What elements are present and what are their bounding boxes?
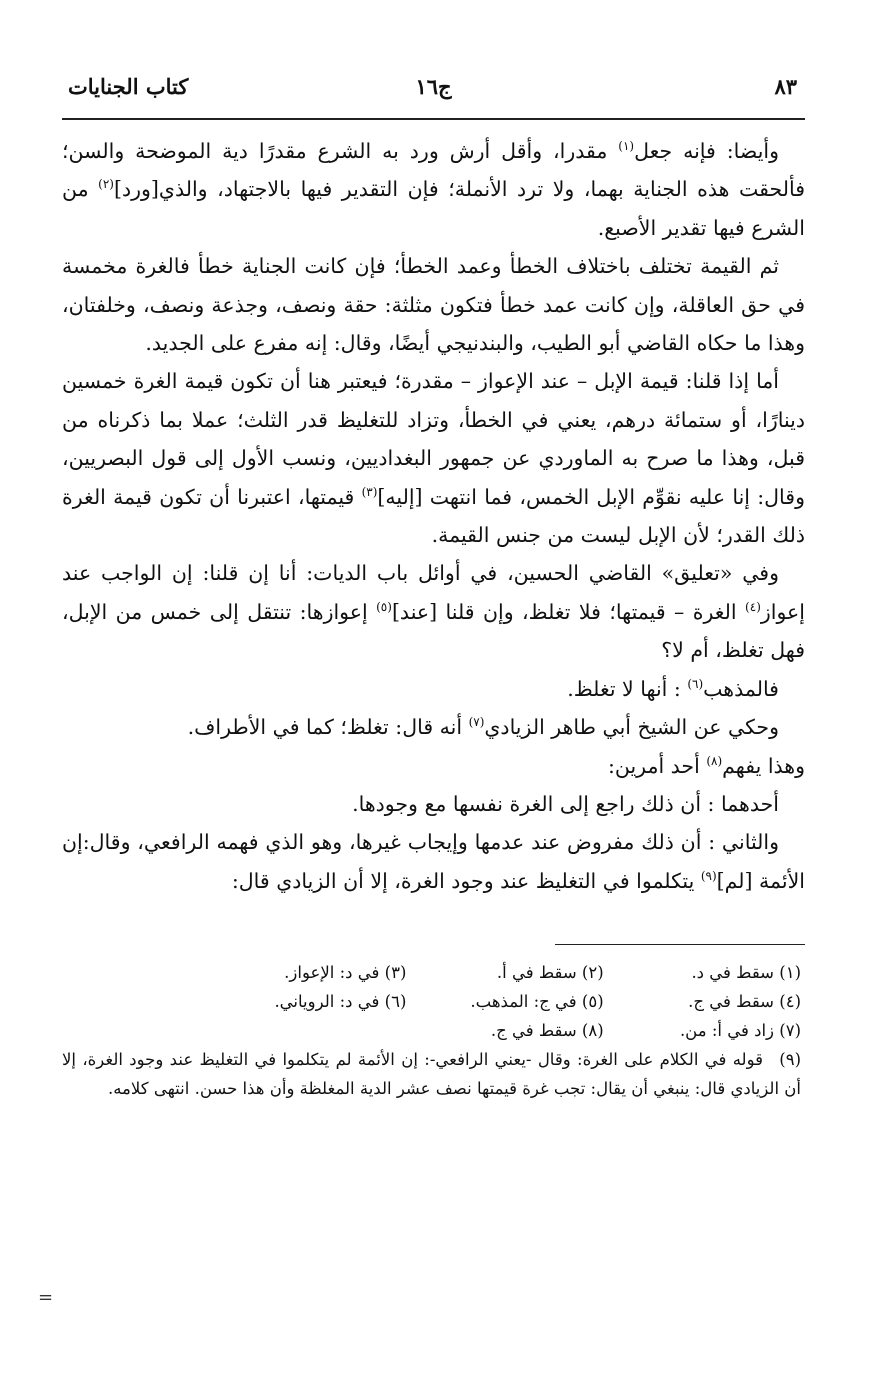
margin-mark: =	[38, 1287, 54, 1308]
footnote-row	[62, 958, 805, 987]
footnote-item: (٨) سقط في ج.	[490, 1021, 604, 1041]
running-header	[62, 70, 805, 104]
footnote-item: (٤) سقط في ج.	[688, 992, 801, 1012]
footnote-item: (٢) سقط في أ.	[496, 963, 604, 983]
header-rule	[62, 118, 805, 120]
paragraph-8: أحدهما : أن ذلك راجع إلى الغرة نفسها مع وجودها.	[352, 791, 779, 816]
footnote-item: (٣) في د: الإعواز.	[284, 963, 407, 983]
main-text	[62, 132, 805, 900]
paragraph-6: وحكي عن الشيخ أبي طاهر الزيادي$^{(٧)}$ أنه قال: تغلظ؛ كما في الأطراف.	[187, 715, 779, 740]
footnote-item	[212, 1016, 406, 1045]
footnote-separator	[62, 900, 805, 958]
paragraph-7: وهذا يفهم$^{(٨)}$ أحد أمرين:	[607, 753, 805, 778]
footnote-item: (٥) في ج: المذهب.	[470, 992, 604, 1012]
paragraph-1: وأيضا: فإنه جعل$^{(١)}$ مقدرا، وأقل أرش ورد به الشرع مقدرًا دية الموضحة والسن؛ فألحقت هذه الجناية بهما، ولا ترد الأنملة؛ فإن التقدير فيها بالاجتهاد، والذي[ورد]$^{(٢)}$ من الشرع فيها تقدير الأصبع.	[62, 139, 806, 240]
footnotes	[62, 958, 805, 1103]
volume-label: ج١٦	[415, 74, 452, 99]
footnote-row	[62, 987, 805, 1016]
footnote-item: (٧) زاد في أ: من.	[679, 1021, 801, 1041]
paragraph-3: أما إذا قلنا: قيمة الإبل – عند الإعواز – مقدرة؛ فيعتبر هنا أن تكون قيمة الغرة خمسين دينارًا، أو ستمائة درهم، يعني في الخطأ، وتزاد للتغليظ قدر الثلث؛ عملا بما ذكرناه من قبل، وهذا ما صرح به الماوردي عن جمهور البغداديين، ونسب الأول إلى قول البصريين، وقال: إنا عليه نقوِّم الإبل الخمس، فما انتهت [إليه]$^{(٣)}$ قيمتها، اعتبرنا أن تكون قيمة الغرة ذلك القدر؛ لأن الإبل ليست من جنس القيمة.	[62, 369, 805, 548]
footnote-9-text: قوله في الكلام على الغرة: وقال -يعني الرافعي-: إن الأئمة لم يتكلموا في التغليظ عند وجود الغرة، إلا أن الزيادي قال: ينبغي أن يقال: تجب غرة قيمتها نصف عشر الدية المغلظة وأن هذا حسن. انتهى كلامه.	[62, 1050, 801, 1099]
footnote-9	[62, 1045, 805, 1103]
footnote-9-number: (٩)	[779, 1050, 801, 1070]
paragraph-2: ثم القيمة تختلف باختلاف الخطأ وعمد الخطأ؛ فإن كانت الجناية خطأ فالغرة مخمسة في حق العاقلة، وإن كانت عمد خطأ فتكون مثلثة: حقة ونصف، وجذعة ونصف، وخلفتان، وهذا ما حكاه القاضي أبو الطيب، والبندنيجي أيضًا، وقال: إنه مفرع على الجديد.	[62, 254, 805, 356]
footnote-item: (١) سقط في د.	[691, 963, 801, 983]
book-title: كتاب الجنايات	[68, 74, 189, 99]
paragraph-5: فالمذهب$^{(٦)}$ : أنها لا تغلظ.	[567, 676, 779, 701]
paragraph-4: وفي «تعليق» القاضي الحسين، في أوائل باب الديات: أنا إن قلنا: إن الواجب عند إعواز$^{(٤)}$ الغرة – قيمتها؛ فلا تغلظ، وإن قلنا [عند]$^{(٥)}$ إعوازها: تنتقل إلى خمس من الإبل، فهل تغلظ، أم لا؟	[62, 561, 805, 663]
footnote-item: (٦) في د: الروياني.	[274, 992, 407, 1012]
page-number: ٨٣	[774, 74, 797, 99]
footnote-row	[62, 1016, 805, 1045]
book-page	[62, 70, 805, 1103]
paragraph-9: والثاني : أن ذلك مفروض عند عدمها وإيجاب غيرها، وهو الذي فهمه الرافعي، وقال:إن الأئمة [لم]$^{(٩)}$ يتكلموا في التغليظ عند وجود الغرة، إلا أن الزيادي قال:	[62, 830, 805, 893]
